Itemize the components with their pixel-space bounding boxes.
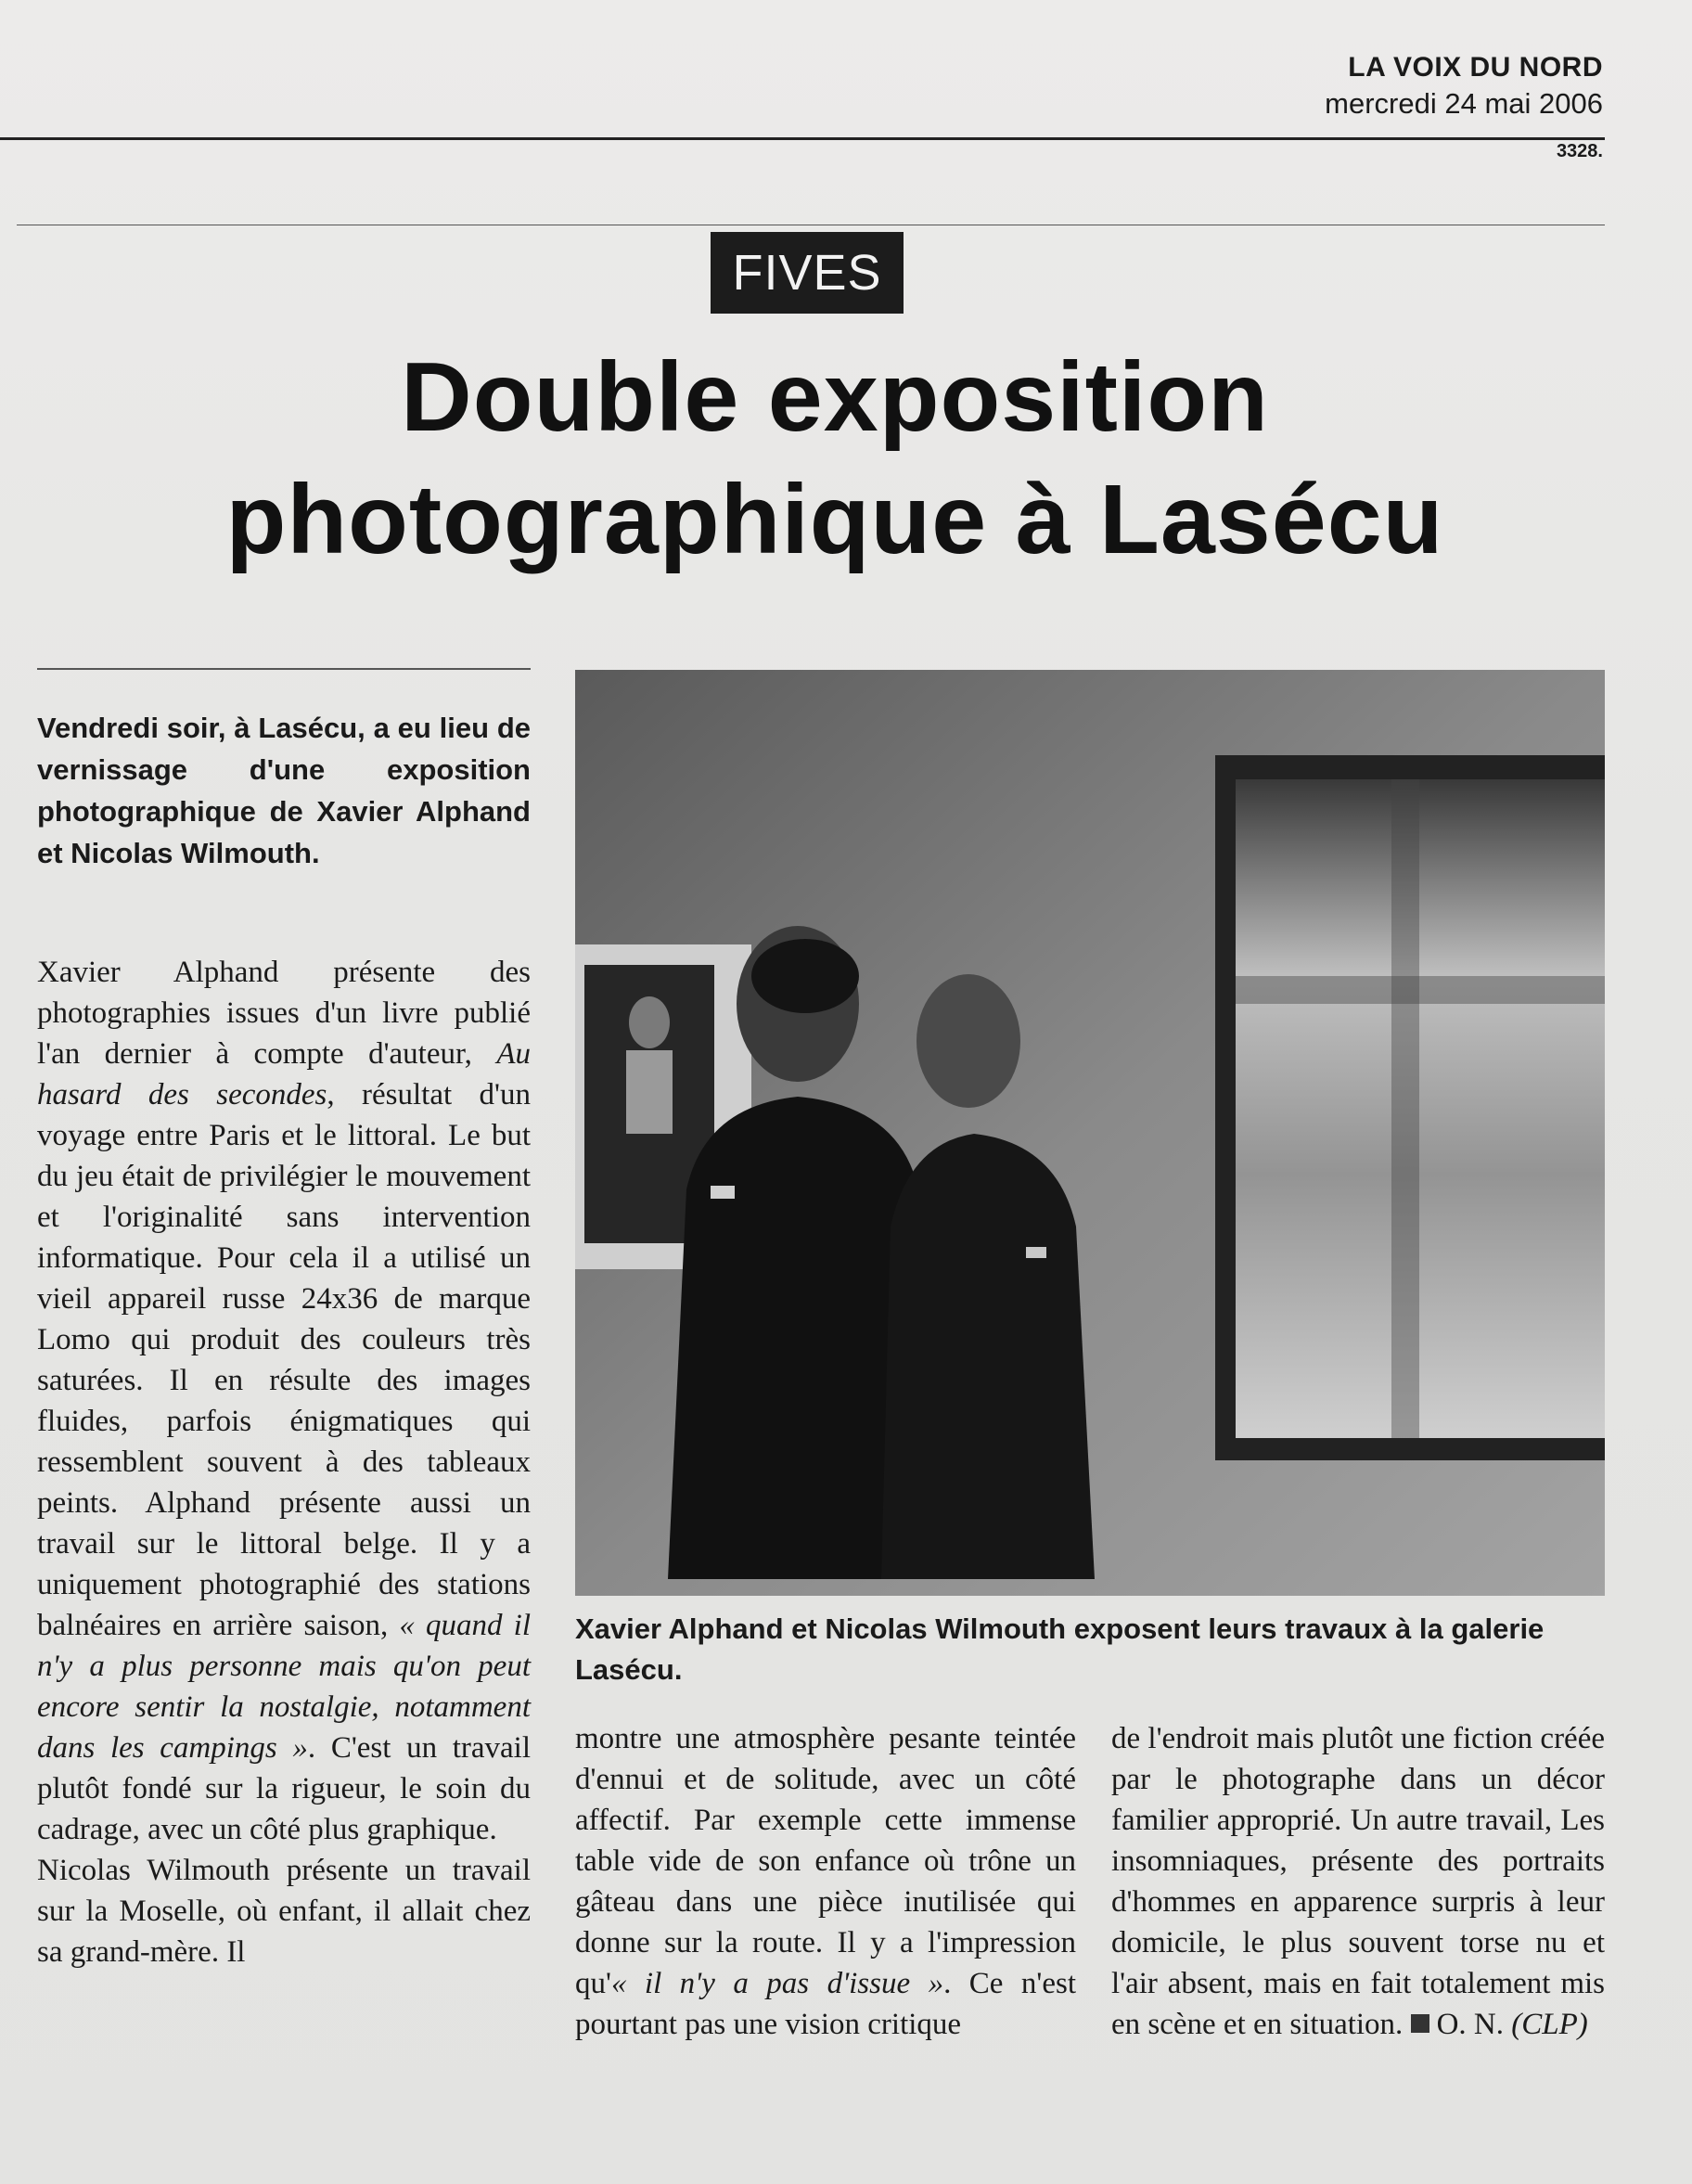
lead-rule (37, 668, 531, 670)
author-credit: (CLP) (1511, 2008, 1588, 2041)
lead-paragraph: Vendredi soir, à Lasécu, a eu lieu de vernissage d'une exposition photographique de Xavier Alphand et Nicolas Wilmouth. (37, 712, 531, 869)
quote: « il n'y a pas d'issue » (610, 1967, 944, 2000)
masthead (1325, 50, 1603, 122)
text-span: . C'est un travail plutôt fondé sur la rigueur, le soin du cadrage, avec un côté plus graphique. (37, 1731, 531, 1846)
photo-caption: Xavier Alphand et Nicolas Wilmouth exposent leurs travaux à la galerie Lasécu. (575, 1612, 1545, 1686)
body-column-1 (37, 952, 531, 1972)
text-span: . Ce n'est pourtant pas une vision critique (575, 1967, 1076, 2041)
body-paragraph-2: Nicolas Wilmouth présente un travail sur la Moselle, où enfant, il allait chez sa grand-mère. Il (37, 1854, 531, 1969)
text-span: montre une atmosphère pesante teintée d'ennui et de solitude, avec un côté affectif. Par exemple cette immense table vide de son enfance où trône un gâteau dans une pièce inutilisée qui donne sur la route. Il y a l'impression qu' (575, 1722, 1076, 2000)
body-paragraph-4 (1111, 1718, 1605, 2045)
body-paragraph-3 (575, 1718, 1076, 2045)
headline-line-2: photographique à Lasécu (225, 465, 1444, 574)
page-number: 3328. (1556, 141, 1603, 161)
body-paragraph-1 (37, 952, 531, 1850)
text-span: Xavier Alphand présente des photographies issues d'un livre publié l'an dernier à compte d'auteur, (37, 956, 531, 1071)
photo-illustration (575, 670, 1605, 1596)
headline-line-1: Double exposition (401, 342, 1269, 452)
newspaper-name: LA VOIX DU NORD (1348, 52, 1603, 83)
end-mark-icon (1411, 2014, 1429, 2033)
quote: « quand il n'y a plus personne mais qu'on peut encore sentir la nostalgie, notamment dans les campings » (37, 1609, 532, 1765)
text-span: de l'endroit mais plutôt une fiction créée par le photographe dans un décor familier approprié. Un autre travail, Les insomniaques, présente des portraits d'hommes en apparence surpris à leur domicile, le plus souvent torse nu et l'air absent, mais en fait totalement mis en scène et en situation. (1111, 1722, 1605, 2041)
body-column-2 (575, 1718, 1076, 2045)
article-photo (575, 670, 1605, 1596)
header-rule (0, 137, 1605, 140)
author-signature: O. N. (1436, 2008, 1504, 2041)
body-column-3 (1111, 1718, 1605, 2045)
section-kicker: FIVES (711, 232, 904, 314)
publication-date: mercredi 24 mai 2006 (1325, 87, 1603, 120)
text-span: , résultat d'un voyage entre Paris et le littoral. Le but du jeu était de privilégier le mouvement et l'originalité sans intervention informatique. Pour cela il a utilisé un vieil appareil russe 24x36 de marque Lomo qui produit des couleurs très saturées. Il en résulte des images fluides, parfois énigmatiques qui ressemblent souvent à des tableaux peints. Alphand présente aussi un travail sur le littoral belge. Il y a uniquement photographié des stations balnéaires en arrière saison, (37, 1078, 531, 1642)
headline (37, 336, 1633, 581)
book-title: Au hasard des secondes (37, 1037, 531, 1111)
